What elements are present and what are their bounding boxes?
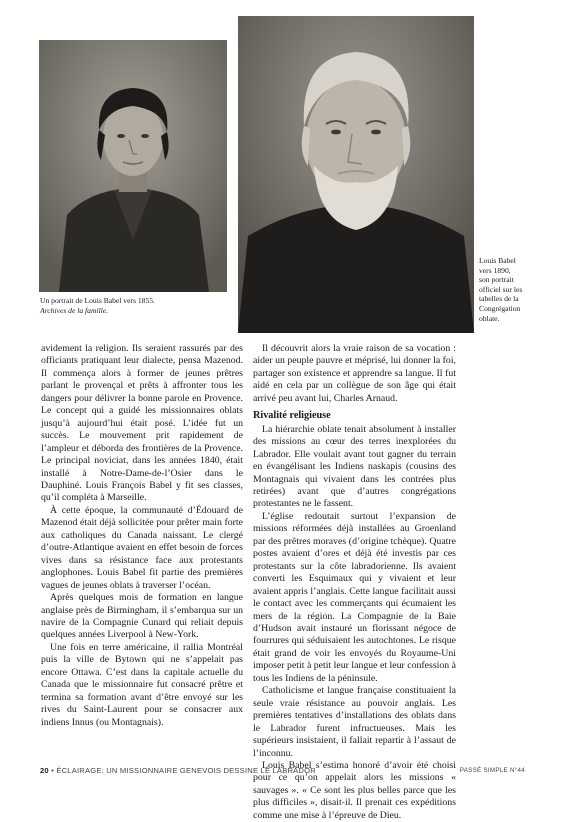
photo-2-caption (479, 256, 549, 323)
portrait-photo-1855 (39, 40, 227, 292)
paragraph: Après quelques mois de formation en langue anglaise près de Birmingham, il s’embarqua sur un navire de la Compagnie Cunard qui reliait depuis quelques années Liverpool à New-York. (41, 592, 243, 641)
paragraph: Catholicisme et langue française constituaient la seule vraie résistance au pouvoir anglais. Les premières tentatives d’installations des oblats dans le Labrador furent infructueuses. Mais les supérieurs insistaient, il fallait repartir à l’assaut de l’inconnu. (253, 685, 456, 759)
footer-bullet: • (51, 766, 55, 775)
photo-1-caption-text: Un portrait de Louis Babel vers 1855. (40, 296, 155, 305)
photo-2-caption-line: son portrait (479, 275, 514, 285)
photo-1-credit: Archives de la famille. (40, 305, 109, 315)
publication-issue: PASSÉ SIMPLE N°44 (459, 767, 525, 774)
paragraph: La hiérarchie oblate tenait absolument à installer des missions au cœur des terres inexplorées du Labrador. Elle voulait avant tout gagner du terrain en évangélisant les Indiens naskapis (cousins des Montagnais qui vivaient dans les contrées plus retirées) avant que d’autres congrégations protestantes ne le fassent. (253, 423, 456, 510)
footer-section-title: ÉCLAIRAGE: UN MISSIONNAIRE GENEVOIS DESSINE LE LABRADOR (56, 766, 316, 775)
article-column-right (253, 343, 456, 822)
photo-2-caption-line: oblate. (479, 313, 500, 323)
photo-2-caption-line: vers 1890, (479, 265, 511, 275)
paragraph: Une fois en terre américaine, il rallia Montréal puis la ville de Bytown qui ne s’appelait pas encore Ottawa. C’est dans la capitale actuelle du Canada que le missionnaire fut consacré prêtre et termina sa formation avant d’être envoyé sur les rives du Saint-Laurent pour se consacrer aux indiens Innus (ou Montagnais). (41, 641, 243, 728)
paragraph: avidement la religion. Ils seraient rassurés par des officiants pratiquant leur dialecte, pensa Mazenod. Il commença alors à former de jeunes prêtres parlant le provençal et prêts à affronter tous les dangers pour délivrer la bonne parole en Provence. Le concept qui a guidé les missionnaires oblats jusqu’à aujourd’hui était posé. L’idée fut un succès. Le mouvement prit rapidement de l’ampleur et déborda des frontières de la Provence. Le principal noviciat, dans les années 1840, était installé à Notre-Dame-de-l’Osier dans le Dauphiné. Louis François Babel y fit ses classes, qu’il compléta à Marseille. (41, 343, 243, 504)
photo-1-caption (40, 296, 230, 315)
photo-2-caption-line: tabelles de la (479, 294, 519, 304)
article-column-left (41, 343, 243, 729)
photo-2-caption-line: Congrégation (479, 303, 521, 313)
photo-2-caption-line: officiel sur les (479, 284, 523, 294)
paragraph: L’église redoutait surtout l’expansion de missions réformées déjà installées au Groenland par des prêtres moraves (d’origine tchèque). Quatre postes avaient d’ores et déjà été investis par ces protestants sur la côte labradorienne. Ils avaient converti les Esquimaux qui y vivaient et leur avaient appris l’anglais. Cette langue facilitait aussi le contact avec les commerçants qui écumaient les mers de la région. La Compagnie de la Baie d’Hudson avait instauré un florissant négoce de fourrures qui séduisaient les autochtones. Le risque était grand de voir les envoyés du Royaume-Uni imposer petit à petit leur langue et leur confession à tous les Indiens de la péninsule. (253, 510, 456, 684)
portrait-photo-1890 (238, 16, 474, 333)
page-footer (40, 766, 525, 778)
paragraph: Il découvrit alors la vraie raison de sa vocation : aider un peuple pauvre et méprisé, lui donner la foi, partager son existence et apprendre sa langue. Il fut aidé en cela par un collègue de son âge qui était arrivé peu avant lui, Charles Arnaud. (253, 343, 456, 404)
page-number: 20 (40, 766, 49, 775)
paragraph: À cette époque, la communauté d’Édouard de Mazenod était déjà sollicitée pour prêter main forte aux catholiques du Canada naissant. Le clergé d’outre-Atlantique avaient en effet besoin de forces vives dans sa résistance face aux protestants anglophones. Louis Babel fit partie des premières vagues de jeunes oblats à traverser l’océan. (41, 504, 243, 591)
paragraph: Louis Babel s’estima honoré d’avoir été choisi pour ce qu’on appelait alors les missions « sauvages ». « Ce sont les plus belles parce que les plus difficiles », disait-il. Il prenait ces expéditions comme une mise à l’épreuve de Dieu. (253, 759, 456, 821)
photo-2-caption-line: Louis Babel (479, 256, 516, 265)
section-heading: Rivalité religieuse (253, 410, 331, 422)
